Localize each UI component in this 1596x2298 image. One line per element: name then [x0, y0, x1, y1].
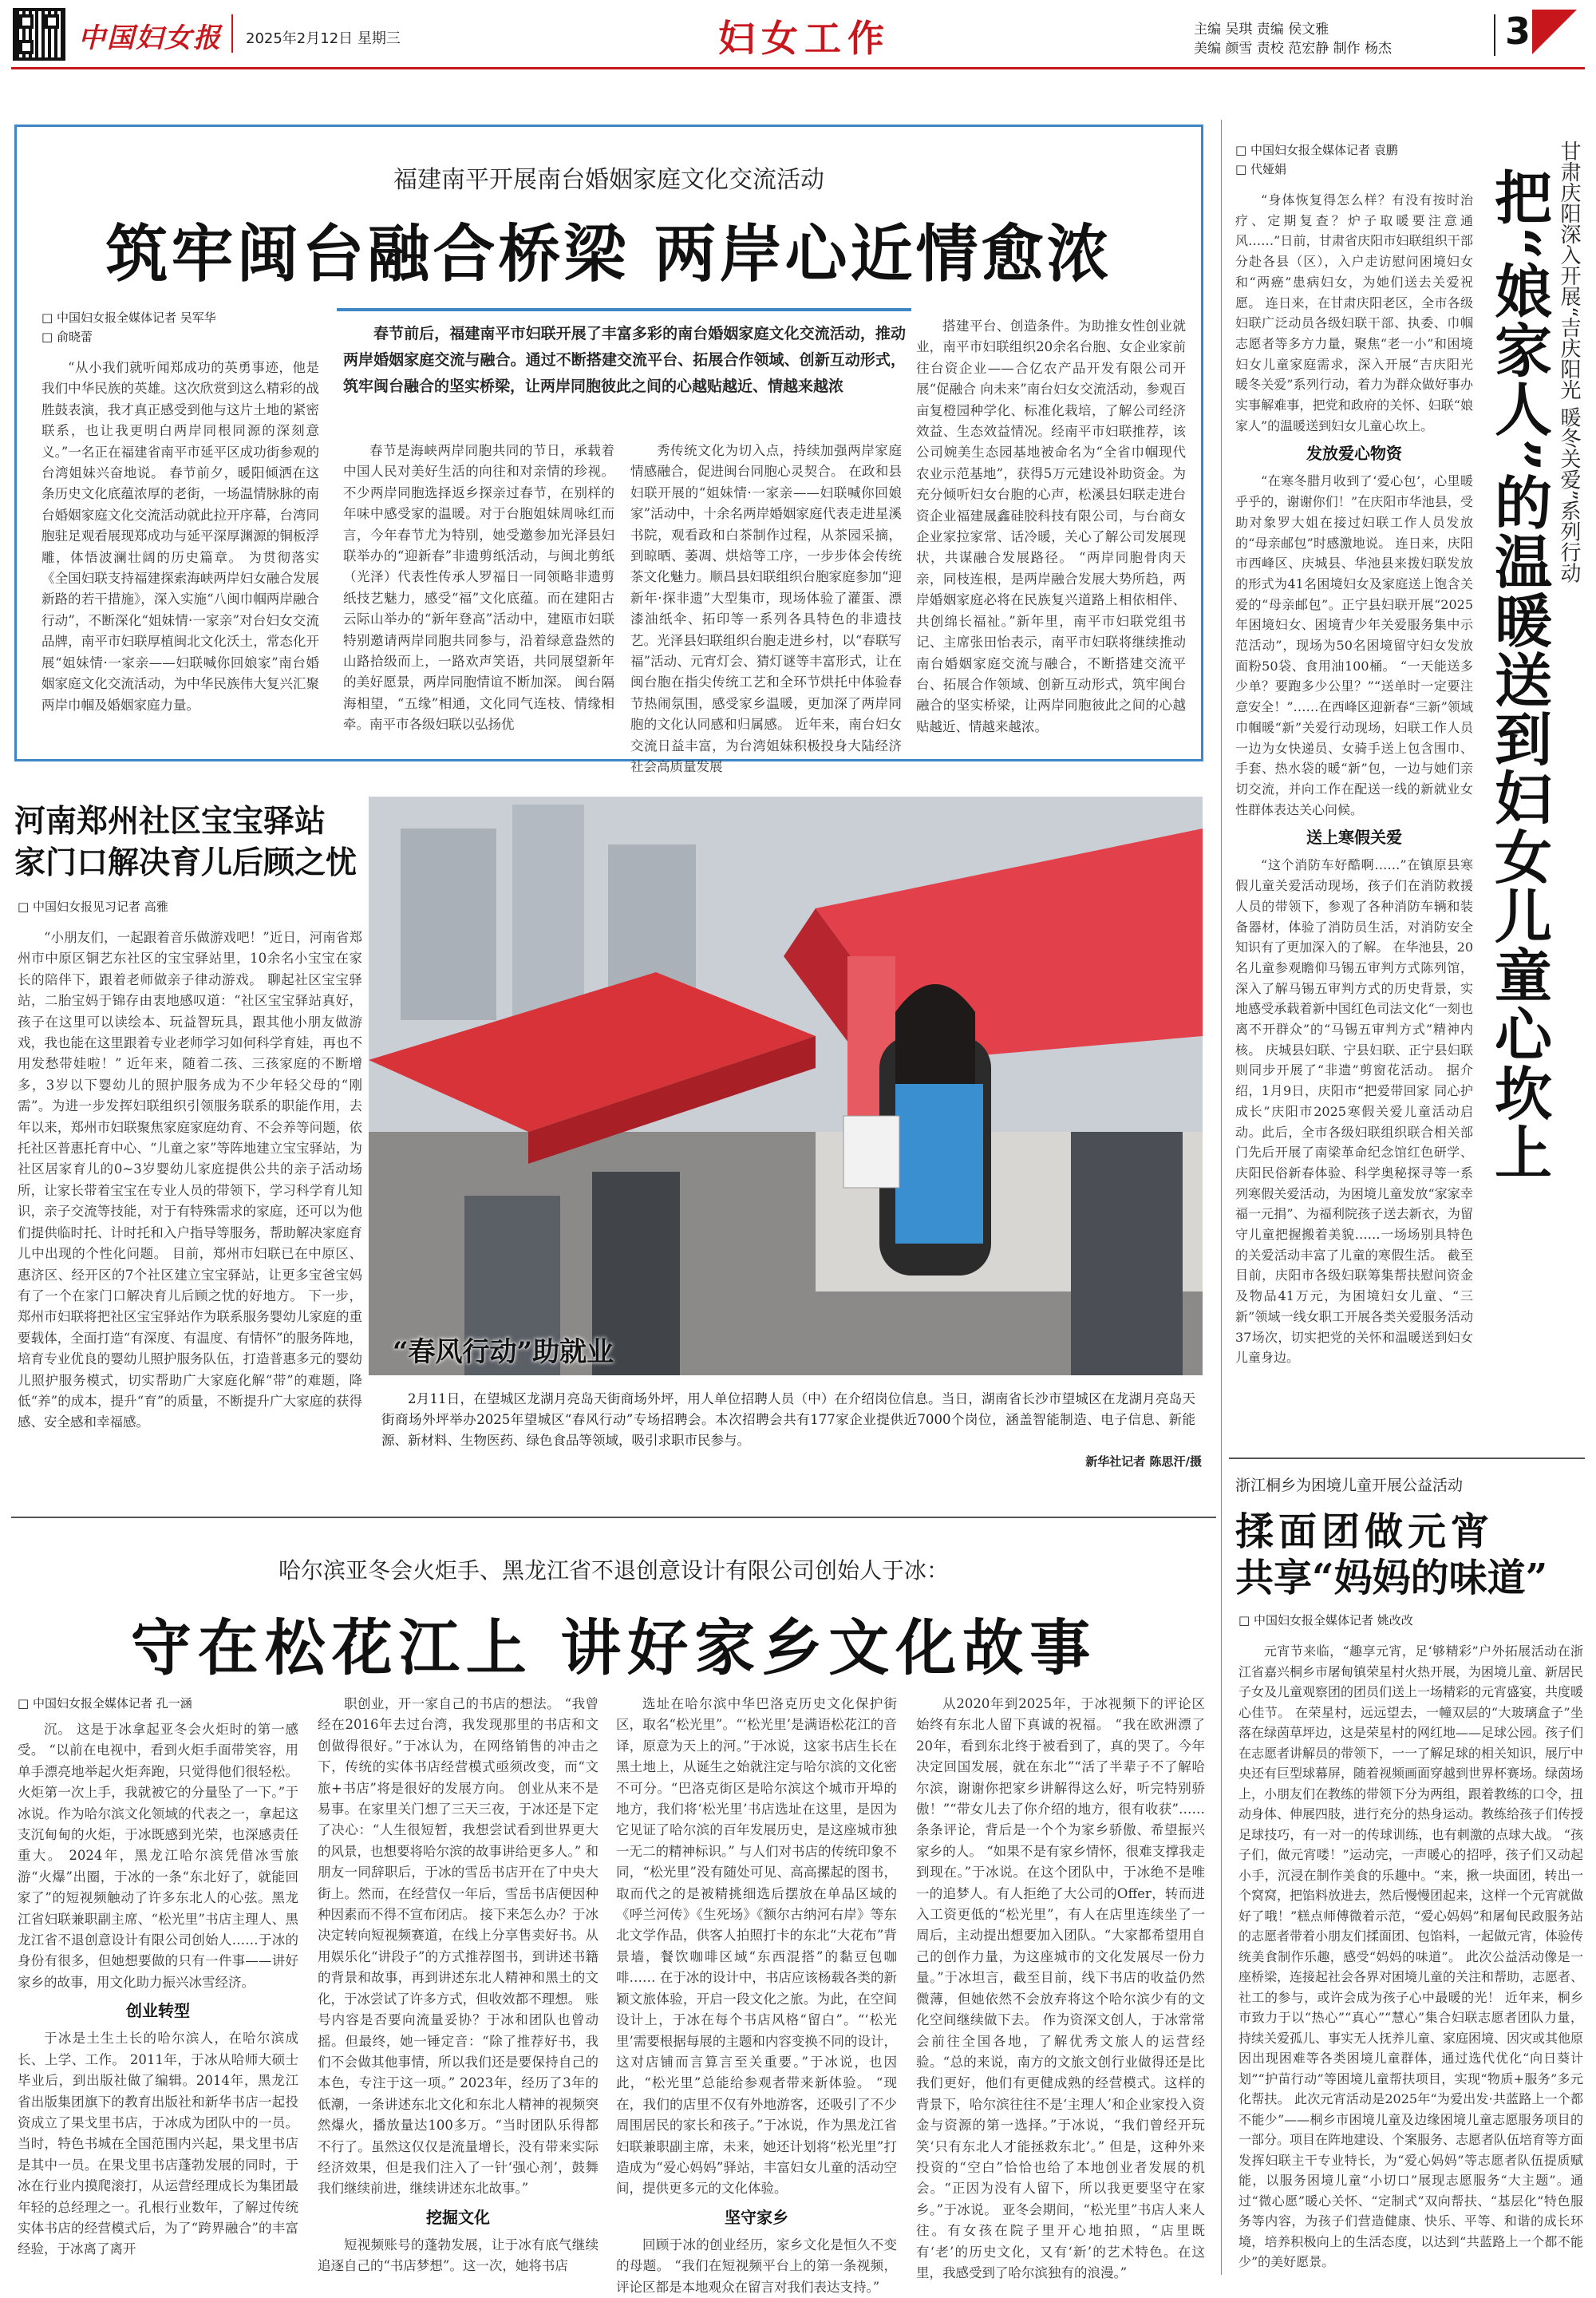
article-gansu-title: 把“娘家人”的温暖送到妇女儿童心坎上 — [1485, 168, 1553, 1182]
photo-caption-title: “春风行动”助就业 — [393, 1336, 614, 1368]
page-number-divider — [1494, 14, 1495, 56]
photo-caption: 2月11日，在望城区龙湖月亮岛天街商场外坪，用人单位招聘人员（中）在介绍岗位信息。当日，湖南省长沙市望城区在龙湖月亮岛天街商场外坪举办2025年望城区“春风行动”专场招聘会。本次招聘会共有177家企业提供近7000个岗位，涵盖智能制造、电子信息、新能源、新材料、生物医药、绿色食品等领域，吸引求职市民参与。 — [381, 1391, 1195, 1448]
editor-credits-2: 美编 颜雪 责校 范宏静 制作 杨杰 — [1194, 41, 1393, 57]
masthead-divider — [231, 14, 233, 53]
article-henan-byline: □ 中国妇女报见习记者 高雅 — [18, 900, 168, 914]
article-fujian-lead-bar — [337, 308, 911, 311]
article-harbin-byline: □ 中国妇女报全媒体记者 孔一涵 — [18, 1696, 192, 1711]
article-henan-body: “小朋友们，一起跟着音乐做游戏吧！”近日，河南省郑州市中原区铜艺东社区的宝宝驿站里，10余名小宝宝在家长的陪伴下，跟着老师做亲子律动游戏。 聊起社区宝宝驿站，二胎宝妈于锦存由衷地感叹道：“社区宝宝驿站真好，孩子在这里可以读绘本、玩益智玩具，跟其他小朋友做游戏，我也能在这里跟着专业老师学习如何科学育娃，再也不用发愁带娃啦！” 近年来，随着二孩、三孩家庭的不断增多，3岁以下婴幼儿的照护服务成为不少年轻父母的“刚需”。为进一步发挥妇联组织引领服务联系的职能作用，去年以来，郑州市妇联聚焦家庭家庭幼育、不会养等问题，依托社区普惠托育中心、“儿童之家”等阵地建立宝宝驿站，为社区居家育儿的0~3岁婴幼儿家庭提供公共的亲子活动场所，让家长带着宝宝在专业人员的带领下，学习科学育儿知识，亲子交流等技能，对于有特殊需求的家庭，还可以为他们提供临时托、计时托和入户指导等服务，帮助解决家庭育儿中出现的个性化问题。 目前，郑州市妇联已在中原区、惠济区、经开区的7个社区建立宝宝驿站，让更多宝爸宝妈有了一个在家门口解决育儿后顾之忧的好地方。 下一步，郑州市妇联将把社区宝宝驿站作为联系服务婴幼儿家庭的重要载体，全面打造“有深度、有温度、有情怀”的服务阵地，培育专业优良的婴幼儿照护服务队伍，打造普惠多元的婴幼儿照护服务模式，切实帮助广大家庭化解“带”的难题，降低“养”的成本，提升“育”的质量，不断提升广大家庭的获得感、安全感和幸福感。 — [18, 930, 362, 1430]
article-gansu-subhead-2: 送上寒假关爱 — [1306, 828, 1402, 848]
article-fujian-lead: 春节前后，福建南平市妇联开展了丰富多彩的南台婚姻家庭文化交流活动，推动两岸婚姻家庭交流与融合。通过不断搭建交流平台、拓展合作领域、创新互动形式，筑牢闽台融合的坚实桥梁，让两岸同胞彼此之间的心越贴越近、情越来越浓 — [343, 325, 906, 395]
photo-credit: 新华社记者 陈思汗/摄 — [1085, 1454, 1202, 1469]
article-gansu-byline-2: □ 代娅娟 — [1235, 162, 1286, 176]
article-harbin-col-2: 职创业，开一家自己的书店的想法。 “我曾经在2016年去过台湾，我发现那里的书店和文创做得很好。”于冰认为，在网络销售的冲击之下，传统的实体书店经营模式亟须改变，而“文旅+书店”将是很好的发展方向。 创业从来不是易事。在家里关门想了三天三夜，于冰还是下定了决心：“人生很短暂，我想尝试看到世界更大的风景，也想要将哈尔滨的故事讲给更多人。” 和朋友一同辞职后，于冰的雪岳书店开在了中央大街上。然而，在经营仅一年后，雪岳书店便因种种因素而不得不宣布闭店。 接下来怎么办？于冰决定转向短视频赛道，在线上分享售卖好书。从用娱乐化“讲段子”的方式推荐图书，到讲述书籍的背景和故事，再到讲述东北人精神和黑土的文化，于冰尝试了许多方式，但收效都不理想。 账号内容是否要向流量妥协？于冰和团队也曾动摇。但最终，她一锤定音：“除了推荐好书，我们不会做其他事情，所以我们还是要保持自己的本色，专注于这一项。” 2023年，经历了3年的低潮，一条讲述东北文化和东北人精神的视频突然爆火，播放量达100多万。“当时团队乐得都不行了。虽然这仅仅是流量增长，没有带来实际经济效果，但是我们注入了一针‘强心剂’，鼓舞我们继续前进，继续讲述东北故事。” 挖掘文化 短视频账号的蓬勃发展，让于冰有底气继续追逐自己的“书店梦想”。这一次，她将书店 — [318, 1696, 598, 2274]
article-harbin-col-3: 选址在哈尔滨中华巴洛克历史文化保护街区，取名“松光里”。“‘松光里’是满语松花江的音译，原意为天上的河。”于冰说，这家书店生长在黑土地上，从诞生之始就注定与哈尔滨的文化密不可分。“巴洛克街区是哈尔滨这个城市开埠的地方，我们将‘松光里’书店选址在这里，是因为它见证了哈尔滨的百年发展历史，是这座城市独一无二的精神标识。” 与人们对书店的传统印象不同，“松光里”没有随处可见、高高摞起的图书，取而代之的是被精挑细选后摆放在单品区域的《呼兰河传》《生死场》《额尔古纳河右岸》等东北文学作品，供客人拍照打卡的东北“大花布”背景墙，餐饮咖啡区域“东西混搭”的黏豆包咖啡…… 在于冰的设计中，书店应该杨载各类的新颖文旅体验，开启一段文化之旅。为此，在空间设计上，于冰在每个书店风格“留白”。“‘松光里’需要根据每展的主题和内容变换不同的设计，这对店铺而言算言至关重要。”于冰说，也因此，“松光里”总能给参观者带来新体验。 “现在，我们的店里不仅有外地游客，还吸引了不少周围居民的家长和孩子。”于冰说，作为黑龙江省妇联兼职副主席，未来，她还计划将“松光里”打造成为“爱心妈妈”驿站，丰富妇女儿童的活动空间，提供更多元的文化体验。 坚守家乡 回顾于冰的创业经历，家乡文化是恒久不变的母题。 “我们在短视频平台上的第一条视频，评论区都是本地观众在留言对我们表达支持。” — [616, 1696, 897, 2295]
job-fair-photo-illustration — [369, 797, 1203, 1375]
qr-code-icon — [13, 8, 65, 61]
article-henan-title-2: 家门口解决育儿后顾之忧 — [14, 844, 358, 881]
article-zhejiang-byline: □ 中国妇女报全媒体记者 姚改改 — [1238, 1613, 1413, 1628]
article-harbin-subhead-3: 坚守家乡 — [725, 2207, 788, 2227]
right-column-separator — [1221, 120, 1222, 2275]
article-zhejiang-kicker: 浙江桐乡为困境儿童开展公益活动 — [1235, 1477, 1464, 1494]
editor-credits-1: 主编 吴琪 责编 侯文雅 — [1194, 22, 1329, 38]
article-zhejiang-title-1: 揉面团做元宵 — [1235, 1509, 1495, 1554]
page-number: 3 — [1505, 10, 1531, 53]
article-gansu-byline-1: □ 中国妇女报全媒体记者 袁鹏 — [1235, 143, 1398, 157]
article-harbin-col-4: 从2020年到2025年，于冰视频下的评论区始终有东北人留下真诚的祝福。 “我在欧洲漂了20年，看到东北终于被看到了，真的哭了。今年决定回国发展，就在东北”“活了半辈子不了解哈尔滨，谢谢你把家乡讲解得这么好，听完特别骄傲！”“带女儿去了你介绍的地方，很有收获”……条条评论，背后是一个个为家乡骄傲、希望振兴家乡的人。 “如果不是有家乡情怀，很难支撑我走到现在。”于冰说。在这个团队中，于冰绝不是唯一的追梦人。有人拒绝了大公司的Offer，转而进入工资更低的“松光里”，有人在店里连续坐了一周后，主动提出想要加入团队。“大家都希望用自己的创作力量，为这座城市的文化发展尽一份力量。”于冰坦言，截至目前，线下书店的收益仍然微薄，但她依然不会放弃将这个哈尔滨少有的文化空间继续做下去。 作为资深文创人，于冰常常会前往全国各地，了解优秀文旅人的运营经验。“总的来说，南方的文旅文创行业做得还是比我们更好，他们有更健成熟的经营模式。这样的背景下，哈尔滨往往不是‘主理人’和企业家投入资金与资源的第一选择。”于冰说，“我们曾经开玩笑‘只有东北人才能拯救东北’。” 但是，这种外来投资的“空白”恰恰也给了本地创业者发展的机会。“正因为没有人留下，所以我更要坚守在家乡。”于冰说。 亚冬会期间，“松光里”书店人来人往。有女孩在院子里开心地拍照，“店里既有‘老’的历史文化，又有‘新’的艺术特色。在这里，我感受到了哈尔滨独有的浪漫。” — [916, 1696, 1205, 2280]
gansu-bottom-rule — [1229, 1458, 1585, 1459]
masthead-rule — [11, 67, 1585, 69]
article-harbin-col-1: 沉。 这是于冰拿起亚冬会火炬时的第一感受。 “以前在电视中，看到火炬手面带笑容，用单手漂亮地举起火炬奔跑，只觉得他们很轻松。火炬第一次上手，我就被它的分量坠了一下。”于冰说。作为哈尔滨文化领域的代表之一，拿起这支沉甸甸的火炬，于冰既感到光荣，也深感责任重大。 2024年，黑龙江哈尔滨凭借冰雪旅游“火爆”出圈，于冰的一条“东北好了，就能回家了”的短视频触动了许多东北人的心弦。黑龙江省妇联兼职副主席、“松光里”书店主理人、黑龙江省不退创意设计有限公司创始人……于冰的身份有很多，但她想要做的只有一件事——讲好家乡的故事，用文化助力振兴冰雪经济。 创业转型 于冰是土生土长的哈尔滨人，在哈尔滨成长、上学、工作。 2011年，于冰从哈师大硕士毕业后，到出版社做了编辑。2014年，黑龙江省出版集团旗下的教育出版社和新华书店一起投资成立了果戈里书店，于冰成为团队中的一员。 当时，特色书城在全国范围内兴起，果戈里书店是其中一员。在果戈里书店蓬勃发展的同时，于冰在行业内摸爬滚打，从运营经理成长为集团最年轻的总经理之一。孔根行业数年，了解过传统实体书店的经营模式后，为了“跨界融合”的丰富经验，于冰离了离开 — [18, 1722, 298, 2257]
article-henan-title-1: 河南郑州社区宝宝驿站 — [14, 803, 326, 840]
article-gansu-subhead-1: 发放爱心物资 — [1306, 444, 1402, 464]
article-harbin-title: 守在松花江上 讲好家乡文化故事 — [130, 1612, 1097, 1683]
article-fujian-byline-2: □ 俞晓蕾 — [41, 330, 93, 344]
article-zhejiang-title-2: 共享“妈妈的味道” — [1235, 1556, 1548, 1600]
masthead — [0, 0, 1596, 68]
job-fair-photo — [369, 797, 1203, 1375]
newspaper-logo: 中国妇女报 — [78, 22, 222, 54]
section-title: 妇女工作 — [718, 17, 891, 60]
issue-date: 2025年2月12日 星期三 — [246, 30, 401, 47]
article-zhejiang-body: 元宵节来临，“趣享元宵，足‘够精彩”户外拓展活动在浙江省嘉兴桐乡市屠甸镇荣星村火热开展，为困境儿童、新居民子女及儿童观察团的团员们送上一场精彩的元宵盛宴，共度暖心佳节。 在荣星村，远远望去，一幢双层的“大玻璃盒子”坐落在绿茵草坪边，这是荣星村的网红地——足球公园。孩子们在志愿者讲解员的带领下，一一了解足球的相关知识，展厅中央还有巨型球幕屏，随着视频画面穿越到世界杯赛场。绿茵场上，小朋友们在教练的带领下分为两组，跟着教练的口令，扭动身体、伸展四肢，进行充分的热身运动。教练给孩子们传授足球技巧，有一对一的传球训练，也有刺激的点球大战。 “孩子们，做元宵喽！”运动完，一声暖心的招呼，孩子们又动起小手，沉浸在制作美食的乐趣中。“来，揪一块面团，转出一个窝窝，把馅料放进去，然后慢慢团起来，这样一个元宵就做好了哦！”糕点师傅微着示范，“爱心妈妈”和屠甸民政服务站的志愿者带着小朋友们揉面团、包馅料，一起做元宵，体验传统美食制作乐趣，感受“妈妈的味道”。 此次公益活动像是一座桥梁，连接起社会各界对困境儿童的关注和帮助，志愿者、社工的参与，或许会成为孩子心中最暖的光！ 近年来，桐乡市致力于以“热心”“真心”“慧心”集合妇联志愿者团队力量，持续关爱孤儿、事实无人抚养儿童、家庭困境、因灾或其他原因出现困难等各类困境儿童群体，通过选代优化“向日葵计划”“护苗行动”等困境儿童帮扶项目，实现“物质+服务”多元化帮扶。 此次元宵活动是2025年“为爱出发·共蓝路上一个都不能少”——桐乡市困境儿童及边缘困境儿童志愿服务项目的一部分。项目在阵地建设、个案服务、志愿者队伍培育等方面发挥妇联主干专业特长，为“爱心妈妈”等志愿者队伍提质赋能，以服务困境儿童“小切口”展现志愿服务“大主题”。通过“微心愿”暖心关怀、“定制式”双向帮扶、“基层化”特色服务等内容，为孩子们营造健康、快乐、平等、和谐的成长环境，培养积极向上的生活态度，以达到“共蓝路上一个都不能少”的美好愿景。 — [1238, 1643, 1584, 2269]
article-fujian-col-4: 搭建平台、创造条件。为助推女性创业就业，南平市妇联组织20余名台胞、女企业家前往台资企业——合亿农产品开发有限公司开展“促融合 向未来”南台妇女交流活动，参观百亩复橙园种学化、标准化栽培，了解公司经济效益、生态效益情况。经南平市妇联推荐，该公司婉美生态园基地被命名为“全省巾帼现代农业示范基地”，获得5万元建设补助资金。为充分倾听妇女台胞的心声，松溪县妇联走进台资企业福建晟鑫硅胶科技有限公司，与台商女企业家拉家常、话冷暖，关心了解公司发展现状，共谋融合发展路径。 “两岸同胞骨肉天亲，同枝连根，是两岸融合发展大势所趋，两岸婚姻家庭必将在民族复兴道路上相依相伴、共创绵长福祉。”新年里，南平市妇联党组书记、主席张田怡表示，南平市妇联将继续推动南台婚姻家庭交流与融合，不断搭建交流平台、拓展合作领域、创新互动形式，筑牢闽台融合的坚实桥梁，让两岸同胞彼此之间的心越贴越近、情越来越浓。 — [916, 318, 1186, 734]
article-harbin-subhead-1: 创业转型 — [126, 2001, 190, 2021]
corner-flag-icon — [1532, 10, 1577, 54]
article-fujian-col-1: “从小我们就听闻郑成功的英勇事迹，他是我们中华民族的英雄。这次欣赏到这么精彩的战胜鼓表演，我才真正感受到他与这片土地的紧密联系，也让我更明白两岸同根同源的深刻意义。”一名正在福建省南平市延平区成功街参观的台湾姐妹兴奋地说。 春节前夕，暖阳倾洒在这条历史文化底蕴浓厚的老街，一场温情脉脉的南台婚姻家庭文化交流活动就此拉开序幕，台湾同胞驻足观看展现郑成功与延平深厚渊源的铜板浮雕，体悟波澜壮阔的历史篇章。 为贯彻落实《全国妇联支持福建探索海峡两岸妇女融合发展新路的若干措施》，深入实施“八闽巾帼两岸融合行动”，不断深化“姐妹情·一家亲”对台妇女交流品牌，南平市妇联厚植闽北文化沃土，常态化开展“姐妹情·一家亲——妇联喊你回娘家”南台婚姻家庭文化交流活动，为中华民族伟大复兴汇聚两岸巾帼及婚姻家庭力量。 — [41, 360, 319, 713]
article-fujian-col-2: 春节是海峡两岸同胞共同的节日，承载着中国人民对美好生活的向往和对亲情的珍视。不少两岸同胞选择返乡探亲过春节，在别样的年味中感受家的温暖。对于台胞姐妹周咏红而言，今年春节尤为特别，她受邀参加光泽县妇联举办的“迎新春”非遗剪纸活动，与闽北剪纸（光泽）代表性传承人罗福日一同领略非遗剪纸技艺魅力，感受“福”文化底蕴。而在建阳古云际山举办的“新年登高”活动中，建瓯市妇联特别邀请两岸同胞共同参与，沿着绿意盎然的山路拾级而上，一路欢声笑语，共同展望新年的美好愿景，两岸同胞情谊不断加深。 闽台隔海相望，“五缘”相通，文化同气连枝、情缘相牵。南平市各级妇联以弘扬优 — [343, 443, 614, 733]
article-fujian-byline-1: □ 中国妇女报全媒体记者 吴军华 — [41, 310, 216, 325]
article-fujian-title: 筑牢闽台融合桥梁 两岸心近情愈浓 — [105, 218, 1112, 291]
article-fujian-kicker: 福建南平开展南台婚姻家庭文化交流活动 — [393, 166, 824, 194]
article-harbin-subhead-2: 挖掘文化 — [426, 2207, 490, 2227]
article-gansu-body: “身体恢复得怎么样？有没有按时治疗、定期复查？炉子取暖要注意通风……”日前，甘肃省庆阳市妇联组织干部分赴各县（区），入户走访慰问困境妇女和“两癌”患病妇女，为她们送去关爱祝愿。 连日来，在甘肃庆阳老区，全市各级妇联广泛动员各级妇联干部、执委、巾帼志愿者等多方力量，聚焦“老一小”和困境妇女儿童家庭需求，深入开展“吉庆阳光 暖冬关爱”系列行动，着力为群众做好事办实事解难事，把党和政府的关怀、妇联“娘家人”的温暖送到妇女儿童心坎上。 发放爱心物资 “在寒冬腊月收到了‘爱心包’，心里暖乎乎的，谢谢你们！”在庆阳市华池县，受助对象罗大姐在接过妇联工作人员发放的“母亲邮包”时感激地说。 连日来，庆阳市西峰区、庆城县、华池县来拨妇联发放的形式为41名困境妇女及家庭送上饱含关爱的“母亲邮包”。正宁县妇联开展“2025年困境妇女、困境青少年关爱服务集中示范活动”，现场为50名困境留守妇女发放面粉50袋、食用油100桶。 “一天能送多少单？要跑多少公里？”“送单时一定要注意安全！”……在西峰区迎新春“三新”领域巾帼暖“新”关爱行动现场，妇联工作人员一边为女快递员、女骑手送上包含围巾、手套、热水袋的暖“新”包，一边与她们亲切交流，并向工作在配送一线的新就业女性群体表达关心问候。 送上寒假关爱 “这个消防车好酷啊……”在镇原县寒假儿童关爱活动现场，孩子们在消防救援人员的带领下，参观了各种消防车辆和装备器材，体验了消防员生活，对消防安全知识有了更加深入的了解。 在华池县，20名儿童参观瞻仰马锡五审判方式陈列馆，深入了解马锡五审判方式的历史背景，实地感受承载着新中国红色司法文化“一刻也离不开群众”的“马锡五审判方式”精神内核。 庆城县妇联、宁县妇联、正宁县妇联则同步开展了“非遗”剪窗花活动。 据介绍，1月9日，庆阳市“把爱带回家 同心护成长”庆阳市2025寒假关爱儿童活动启动。此后，全市各级妇联组织联合相关部门先后开展了南梁革命纪念馆红色研学、庆阳民俗新春体验、科学奥秘探寻等一系列寒假关爱活动，为困境儿童发放“家家幸福一元捐”、为福利院孩子送去新衣，为留守儿童把握搬着美貌……一场场别具特色的关爱活动丰富了儿童的寒假生活。 截至目前，庆阳市各级妇联筹集帮扶慰问资金及物品41万元，为困境妇女儿童、“三新”领域一线女职工开展各类关爱服务活动37场次，切实把党的关怀和温暖送到妇女儿童身边。 — [1235, 192, 1473, 1366]
article-harbin-kicker: 哈尔滨亚冬会火炬手、黑龙江省不退创意设计有限公司创始人于冰： — [278, 1557, 949, 1584]
article-gansu-kicker: 甘肃庆阳深入开展“吉庆阳光 暖冬关爱”系列行动 — [1557, 140, 1581, 583]
harbin-top-rule — [11, 1517, 1216, 1518]
article-fujian-col-3: 秀传统文化为切入点，持续加强两岸家庭情感融合，促进闽台同胞心灵契合。 在政和县妇联开展的“姐妹情·一家亲——妇联喊你回娘家”活动中，十余名两岸婚姻家庭代表走进星溪书院，观看政和白茶制作过程，从茶园采摘，到晾晒、萎凋、烘焙等工序，一步步体会传统茶文化魅力。顺昌县妇联组织台胞家庭参加“迎新年·探非遗”大型集市，现场体验了灌蛋、漂漆油纸伞、拓印等一系列各具特色的非遗技艺。光泽县妇联组织台胞走进乡村，以“春联写福”活动、元宵灯会、猜灯谜等丰富形式，让在闽台胞在指尖传统工艺和全环节烘托中体验春节热闹氛围，感受家乡温暖，更加深了两岸同胞的文化认同感和归属感。 近年来，南台妇女交流日益丰富，为台湾姐妹积极投身大陆经济社会高质量发展 — [630, 443, 902, 775]
